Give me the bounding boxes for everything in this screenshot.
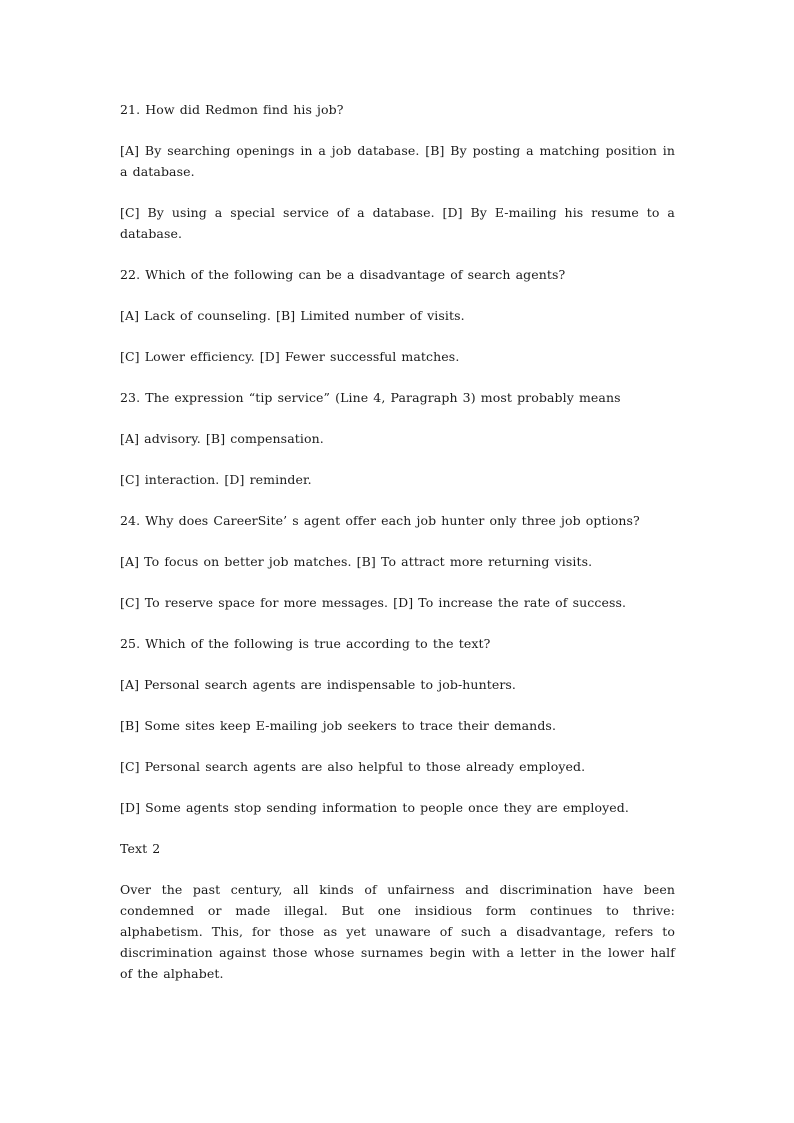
document-page — [120, 99, 675, 1004]
text-2-paragraph-1: Over the past century, all kinds of unfairness and discrimination have been condemned or made illegal. But one insidious form continues to thrive: alphabetism. This, for those as yet unaware of such a disadvantage, refers to discrimination against those whose surnames begin with a letter in the lower half of the alphabet. — [120, 882, 675, 981]
question-22: 22. Which of the following can be a disadvantage of search agents? — [120, 267, 566, 282]
question-22-options-a-b: [A] Lack of counseling. [B] Limited number of visits. — [120, 308, 465, 323]
question-24: 24. Why does CareerSite’ s agent offer each job hunter only three job options? — [120, 513, 640, 528]
question-21-options-a-b: [A] By searching openings in a job database. [B] By posting a matching position in a database. — [120, 143, 675, 179]
section-heading-text-2: Text 2 — [120, 841, 161, 856]
question-25-option-d: [D] Some agents stop sending information to people once they are employed. — [120, 800, 629, 815]
question-22-options-c-d: [C] Lower efficiency. [D] Fewer successful matches. — [120, 349, 460, 364]
question-24-options-c-d: [C] To reserve space for more messages. [D] To increase the rate of success. — [120, 595, 627, 610]
question-21-options-c-d: [C] By using a special service of a database. [D] By E-mailing his resume to a database. — [120, 205, 675, 241]
question-25: 25. Which of the following is true according to the text? — [120, 636, 491, 651]
question-23-options-c-d: [C] interaction. [D] reminder. — [120, 472, 312, 487]
question-21: 21. How did Redmon find his job? — [120, 102, 344, 117]
question-25-option-b: [B] Some sites keep E-mailing job seekers to trace their demands. — [120, 718, 557, 733]
question-25-option-c: [C] Personal search agents are also helpful to those already employed. — [120, 759, 586, 774]
question-24-options-a-b: [A] To focus on better job matches. [B] To attract more returning visits. — [120, 554, 593, 569]
question-25-option-a: [A] Personal search agents are indispensable to job-hunters. — [120, 677, 517, 692]
question-23-options-a-b: [A] advisory. [B] compensation. — [120, 431, 324, 446]
question-23: 23. The expression “tip service” (Line 4, Paragraph 3) most probably means — [120, 390, 621, 405]
